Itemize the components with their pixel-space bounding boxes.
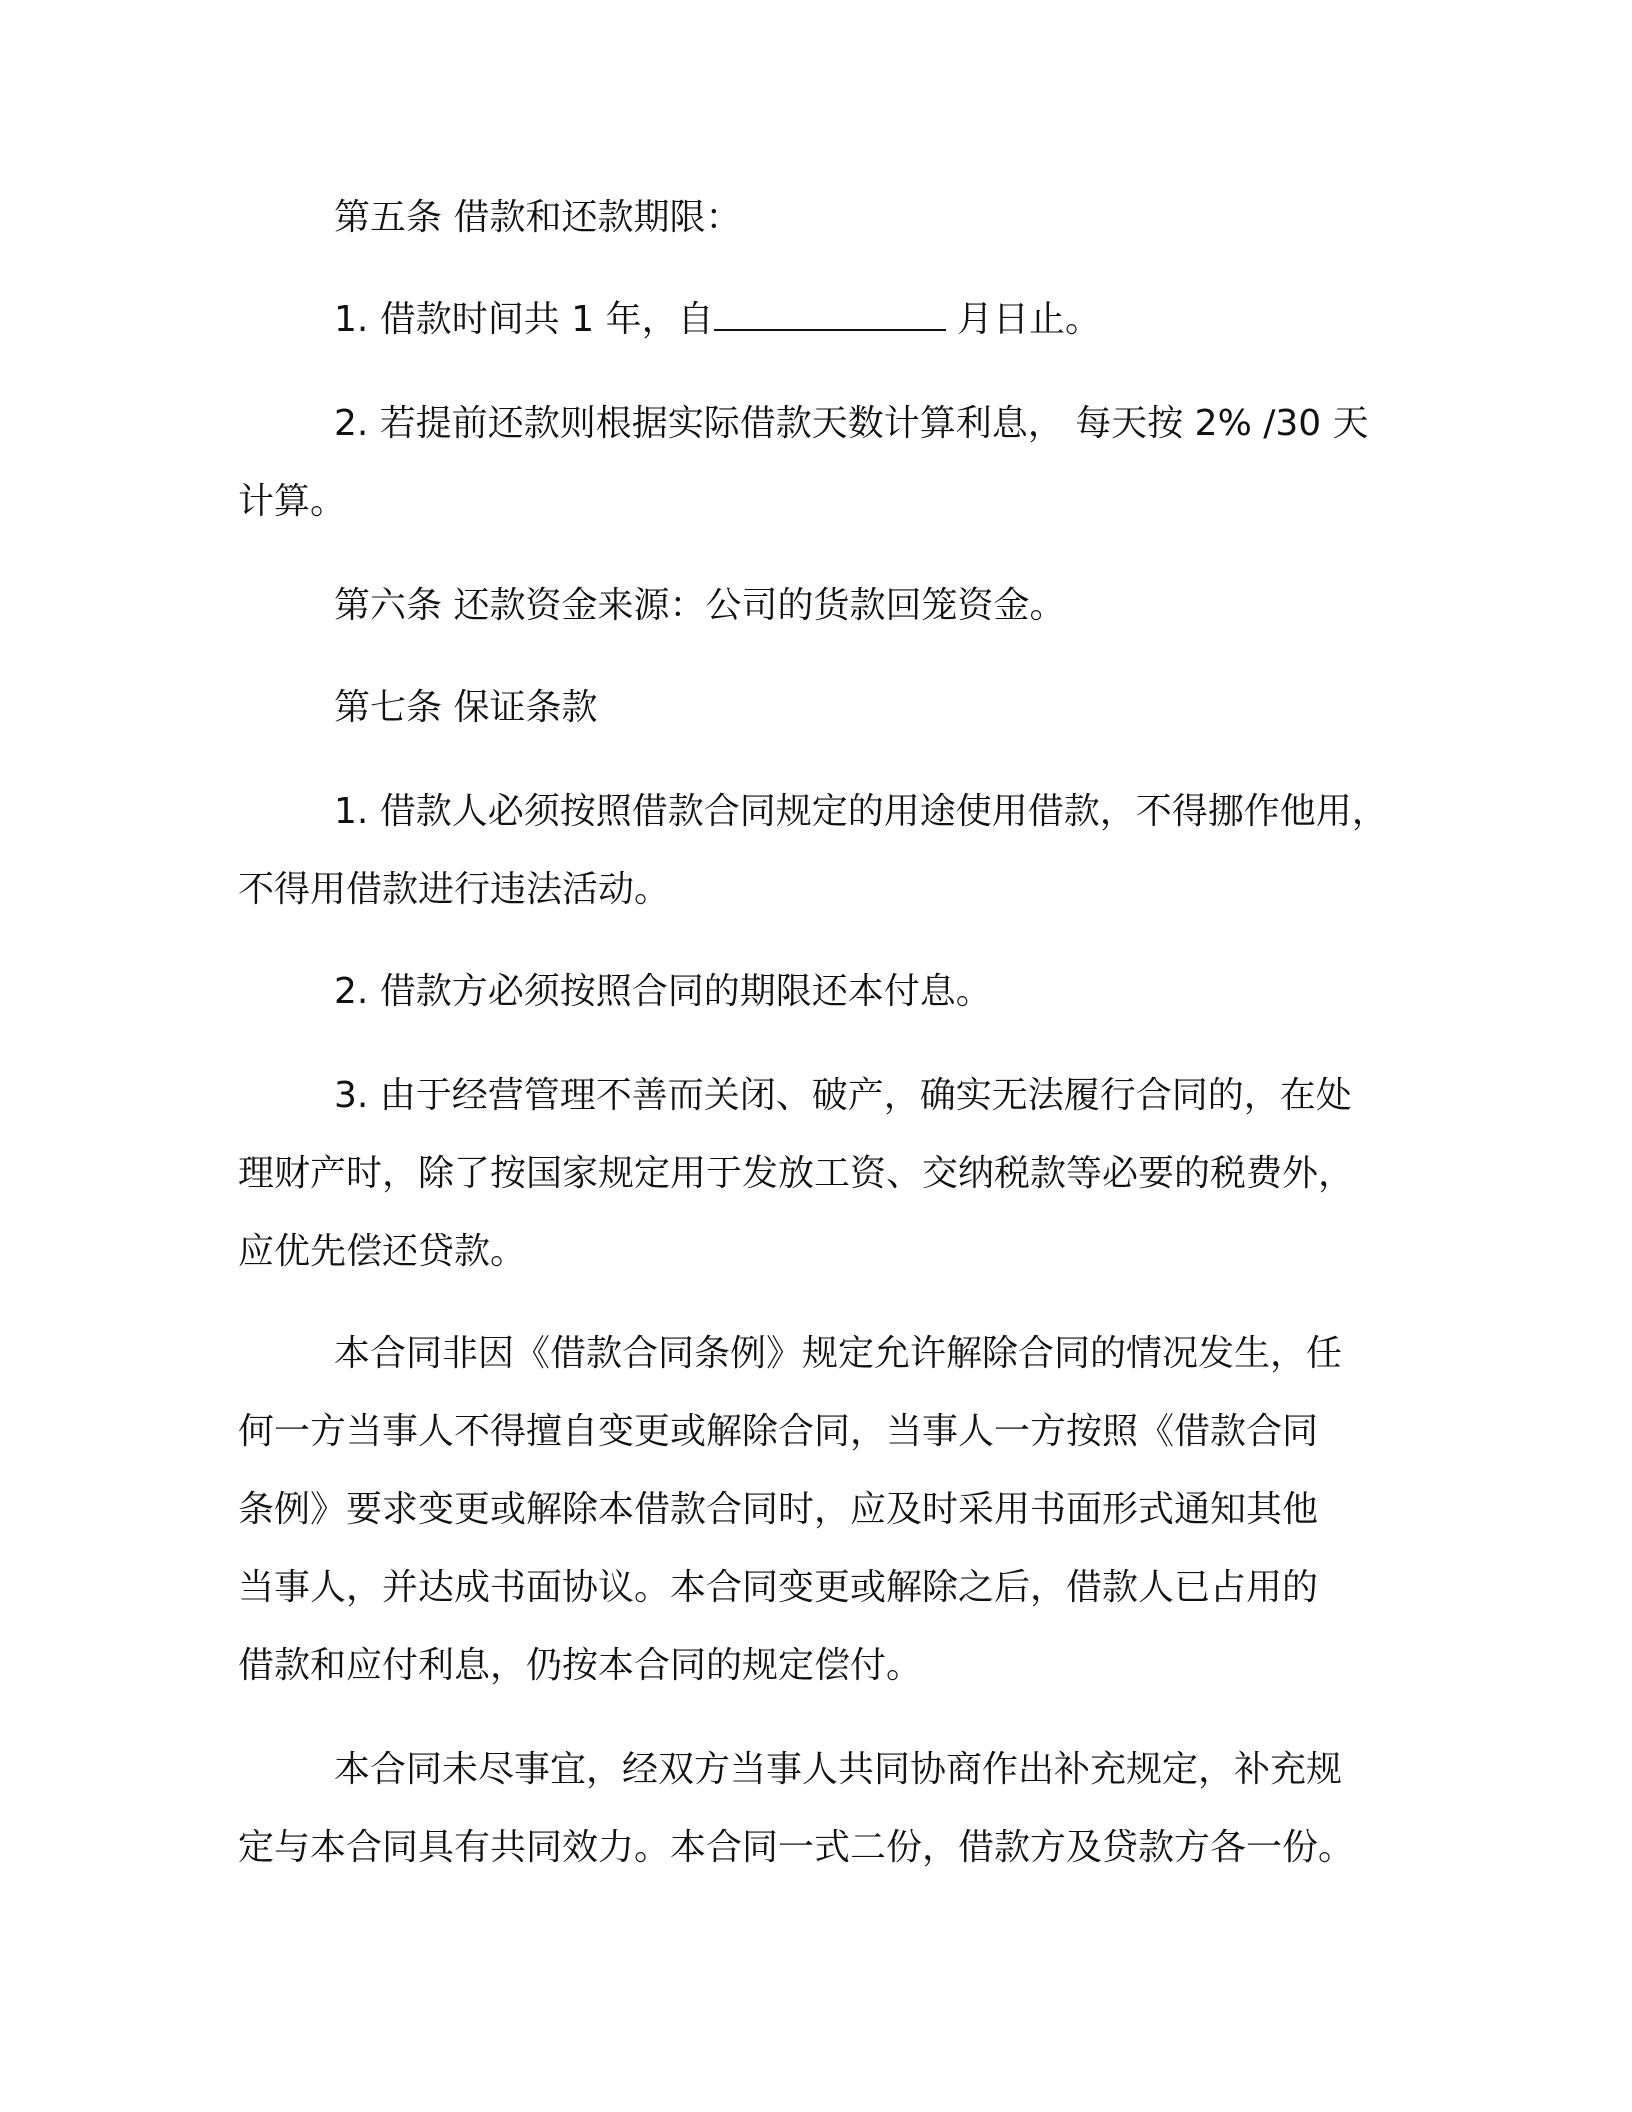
termination-line3: 条例》要求变更或解除本借款合同时，应及时采用书面形式通知其他: [238, 1489, 1319, 1530]
article5-item2-line2: 计算。: [238, 481, 347, 522]
article5-item1-suffix: 月日止。: [945, 299, 1102, 340]
supplement-line1: 本合同未尽事宜，经双方当事人共同协商作出补充规定，补充规: [334, 1749, 1343, 1790]
article5-item2-line1: 2. 若提前还款则根据实际借款天数计算利息， 每天按 2% /30 天: [334, 403, 1369, 444]
article7-item1-line2: 不得用借款进行违法活动。: [238, 869, 671, 910]
article5-item1-prefix: 1. 借款时间共 1 年，自: [334, 299, 714, 340]
termination-line4: 当事人，并达成书面协议。本合同变更或解除之后，借款人已占用的: [238, 1567, 1319, 1608]
article7-item3-line2: 理财产时，除了按国家规定用于发放工资、交纳税款等必要的税费外，: [238, 1153, 1355, 1194]
article7-item2: 2. 借款方必须按照合同的期限还本付息。: [334, 971, 992, 1012]
article5-item1: [334, 296, 1101, 344]
termination-line1: 本合同非因《借款合同条例》规定允许解除合同的情况发生，任: [334, 1333, 1343, 1374]
supplement-line2: 定与本合同具有共同效力。本合同一式二份，借款方及贷款方各一份。: [238, 1827, 1355, 1868]
article6-text: 第六条 还款资金来源：公司的货款回笼资金。: [334, 585, 1066, 626]
termination-line2: 何一方当事人不得擅自变更或解除合同，当事人一方按照《借款合同: [238, 1411, 1319, 1452]
article7-item3-line1: 3. 由于经营管理不善而关闭、破产，确实无法履行合同的，在处: [334, 1075, 1352, 1116]
article7-item3-line3: 应优先偿还贷款。: [238, 1231, 527, 1272]
date-blank: [714, 299, 946, 331]
article7-title: 第七条 保证条款: [334, 687, 598, 728]
article5-title: 第五条 借款和还款期限：: [334, 197, 742, 238]
termination-line5: 借款和应付利息，仍按本合同的规定偿付。: [238, 1645, 923, 1686]
article7-item1-line1: 1. 借款人必须按照借款合同规定的用途使用借款，不得挪作他用，: [334, 791, 1388, 832]
